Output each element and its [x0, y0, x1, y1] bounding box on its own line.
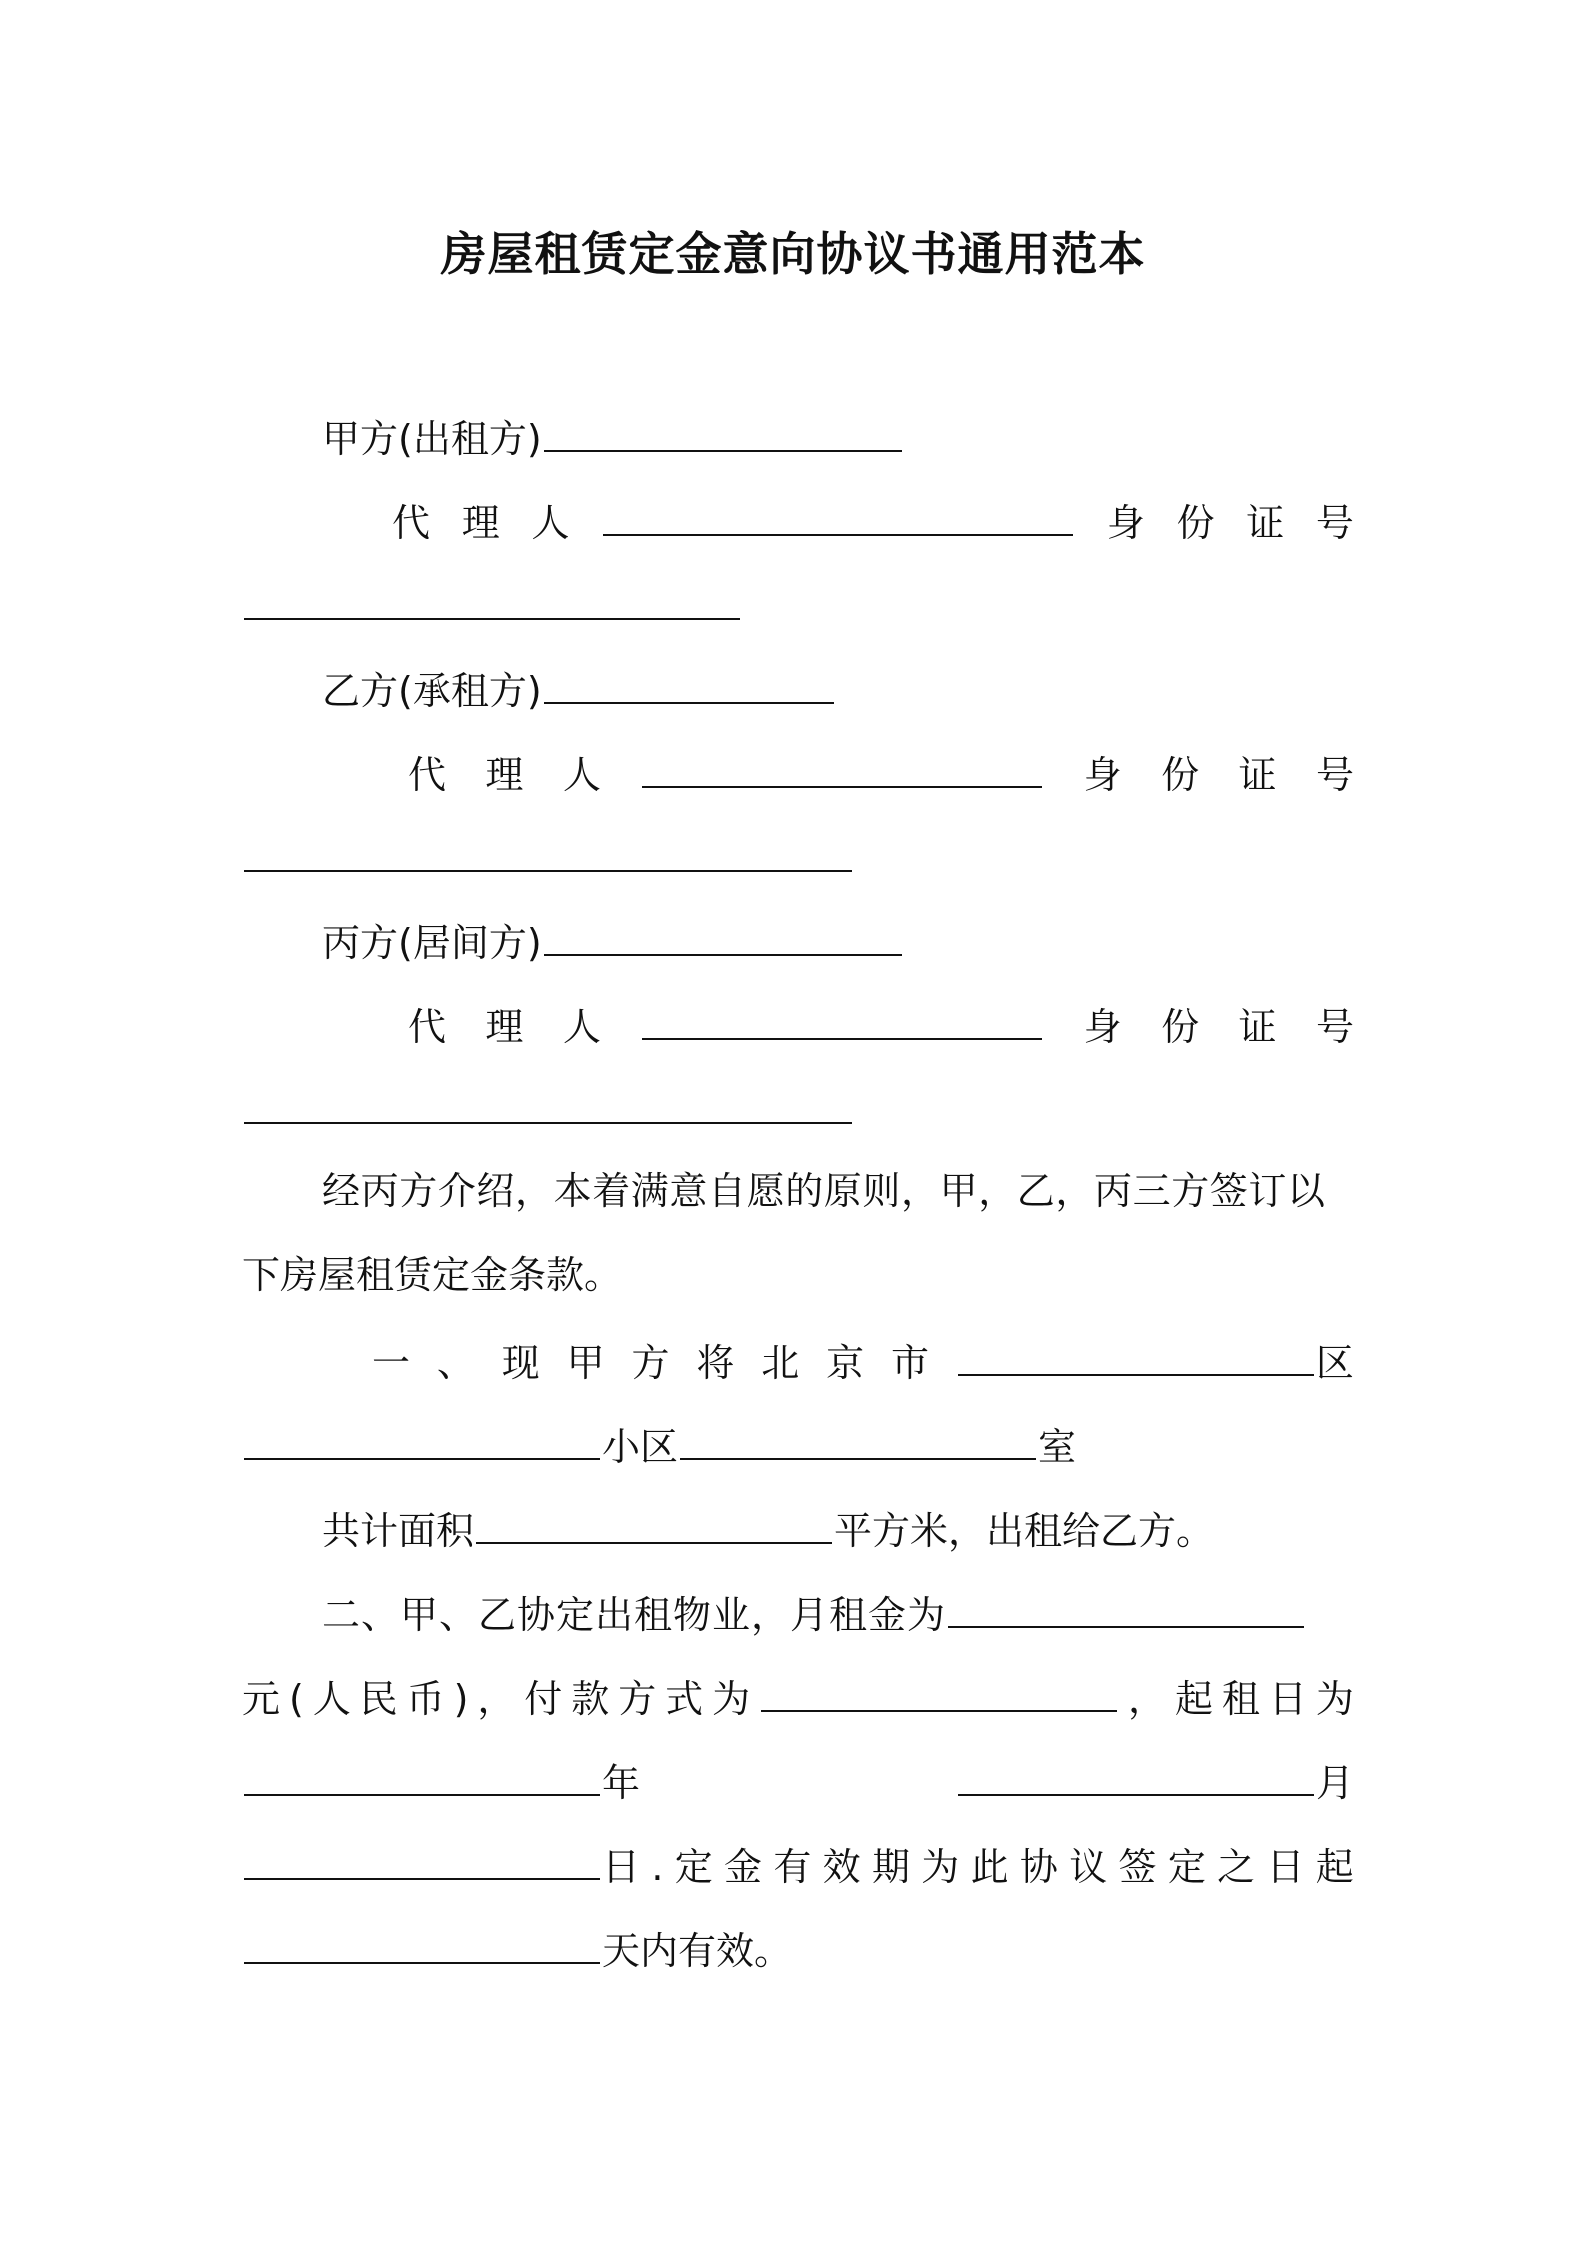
party-b-agent-line: [408, 748, 1354, 798]
party-a-label: 甲方(出租方): [322, 417, 542, 461]
clause2-char: 人: [312, 1677, 351, 1721]
id-char: 证: [1246, 501, 1285, 545]
party-c-agent-blank: [642, 1000, 1042, 1040]
clause2-char: 为: [1315, 1677, 1354, 1721]
agent-char: 理: [485, 1005, 524, 1049]
clause2-char: 币: [406, 1677, 445, 1721]
year-label: 年: [602, 1761, 641, 1805]
district-label: 区: [1315, 1341, 1354, 1385]
clause2-char: 元: [242, 1677, 281, 1721]
community-label: 小区: [602, 1425, 679, 1469]
id-char: 身: [1083, 1005, 1122, 1049]
payment-method-blank: [761, 1672, 1117, 1712]
rent-blank: [948, 1588, 1304, 1628]
community-blank: [244, 1420, 600, 1460]
agent-char: 人: [562, 1005, 601, 1049]
clause1-char: 北: [761, 1341, 800, 1385]
clause2-char: 效: [822, 1845, 861, 1889]
clause2-char: 方: [618, 1677, 657, 1721]
party-a-blank: [544, 412, 902, 452]
rent-text: 二、甲、乙协定出租物业，月租金为: [322, 1593, 947, 1637]
clause2-line-1: [322, 1588, 1306, 1638]
room-label: 室: [1038, 1425, 1077, 1469]
party-b-label: 乙方(承租方): [322, 669, 542, 713]
valid-suffix: 天内有效。: [602, 1929, 793, 1973]
id-char: 号: [1315, 501, 1354, 545]
party-b-id-blank: [244, 832, 852, 872]
intro-line-2: 下房屋租赁定金条款。: [242, 1253, 623, 1297]
clause2-char: 金: [724, 1845, 763, 1889]
clause2-line-4: [242, 1840, 1354, 1890]
clause2-char: 款: [571, 1677, 610, 1721]
agent-char: 代: [408, 1005, 447, 1049]
clause1-char: 京: [826, 1341, 865, 1385]
clause2-char: 签: [1118, 1845, 1157, 1889]
clause1-char: 现: [501, 1341, 540, 1385]
party-b-agent-blank: [642, 748, 1042, 788]
clause2-char: 租: [1221, 1677, 1260, 1721]
party-c-line: [322, 916, 904, 966]
intro-line-1: 经丙方介绍，本着满意自愿的原则，甲，乙，丙三方签订以: [322, 1169, 1326, 1213]
party-b-line: [322, 664, 836, 714]
clause2-char: (: [288, 1677, 304, 1721]
clause2-char: ): [453, 1677, 469, 1721]
clause2-char: 为: [712, 1677, 751, 1721]
id-char: 号: [1315, 1005, 1354, 1049]
clause1-char: 将: [696, 1341, 735, 1385]
clause2-char: 此: [970, 1845, 1009, 1889]
party-c-label: 丙方(居间方): [322, 921, 542, 965]
party-c-id-blank: [244, 1084, 852, 1124]
clause2-char: 付: [524, 1677, 563, 1721]
party-b-blank: [544, 664, 834, 704]
clause1-char: 、: [436, 1341, 475, 1385]
clause2-char: 定: [674, 1845, 713, 1889]
party-b-id-line: [242, 832, 854, 882]
clause2-line-3: [242, 1756, 1354, 1806]
clause2-char: 式: [665, 1677, 704, 1721]
clause2-char: 起: [1174, 1677, 1213, 1721]
clause2-char: ，: [477, 1677, 516, 1721]
page-title: 房屋租赁定金意向协议书通用范本: [440, 227, 1146, 281]
party-c-id-line: [242, 1084, 854, 1134]
id-char: 身: [1106, 501, 1145, 545]
id-char: 份: [1161, 1005, 1200, 1049]
clause2-char: 为: [921, 1845, 960, 1889]
clause2-char: 民: [359, 1677, 398, 1721]
id-char: 份: [1176, 501, 1215, 545]
clause2-char: 日: [602, 1845, 641, 1889]
party-a-agent-blank: [603, 496, 1073, 536]
clause2-line-5: [242, 1924, 792, 1974]
id-char: 证: [1238, 1005, 1277, 1049]
party-a-agent-line: [392, 496, 1354, 546]
clause2-char: 期: [871, 1845, 910, 1889]
party-a-id-line: [242, 580, 742, 630]
id-char: 号: [1315, 753, 1354, 797]
clause2-char: 起: [1315, 1845, 1354, 1889]
clause1-char: 一: [372, 1341, 411, 1385]
month-label: 月: [1315, 1761, 1354, 1805]
id-char: 身: [1083, 753, 1122, 797]
clause1-char: 市: [891, 1341, 930, 1385]
clause2-line-2: [242, 1672, 1354, 1722]
clause1-line-3: [322, 1504, 1214, 1554]
id-char: 证: [1238, 753, 1277, 797]
agent-char: 代: [408, 753, 447, 797]
day-blank: [244, 1840, 600, 1880]
agent-char: 理: [485, 753, 524, 797]
agent-char: 理: [461, 501, 500, 545]
party-c-blank: [544, 916, 902, 956]
area-prefix: 共计面积: [322, 1509, 475, 1553]
clause2-char: 有: [773, 1845, 812, 1889]
clause1-char: 甲: [566, 1341, 605, 1385]
agent-char: 代: [392, 501, 431, 545]
area-blank: [476, 1504, 832, 1544]
clause2-char: .: [651, 1845, 664, 1889]
agent-char: 人: [562, 753, 601, 797]
clause1-line-1: [372, 1336, 1354, 1386]
party-a-line: [322, 412, 904, 462]
agent-char: 人: [531, 501, 570, 545]
district-blank: [958, 1336, 1314, 1376]
room-blank: [680, 1420, 1036, 1460]
clause1-char: 方: [631, 1341, 670, 1385]
clause2-char: ，: [1128, 1677, 1167, 1721]
id-char: 份: [1161, 753, 1200, 797]
area-suffix: 平方米，出租给乙方。: [834, 1509, 1215, 1553]
clause2-char: 日: [1268, 1677, 1307, 1721]
clause2-char: 议: [1069, 1845, 1108, 1889]
year-blank: [244, 1756, 600, 1796]
party-a-id-blank: [244, 580, 740, 620]
month-blank: [958, 1756, 1314, 1796]
clause2-char: 日: [1266, 1845, 1305, 1889]
valid-days-blank: [244, 1924, 600, 1964]
clause2-char: 定: [1167, 1845, 1206, 1889]
clause2-char: 协: [1019, 1845, 1058, 1889]
clause1-line-2: [242, 1420, 1076, 1470]
clause2-char: 之: [1217, 1845, 1256, 1889]
party-c-agent-line: [408, 1000, 1354, 1050]
